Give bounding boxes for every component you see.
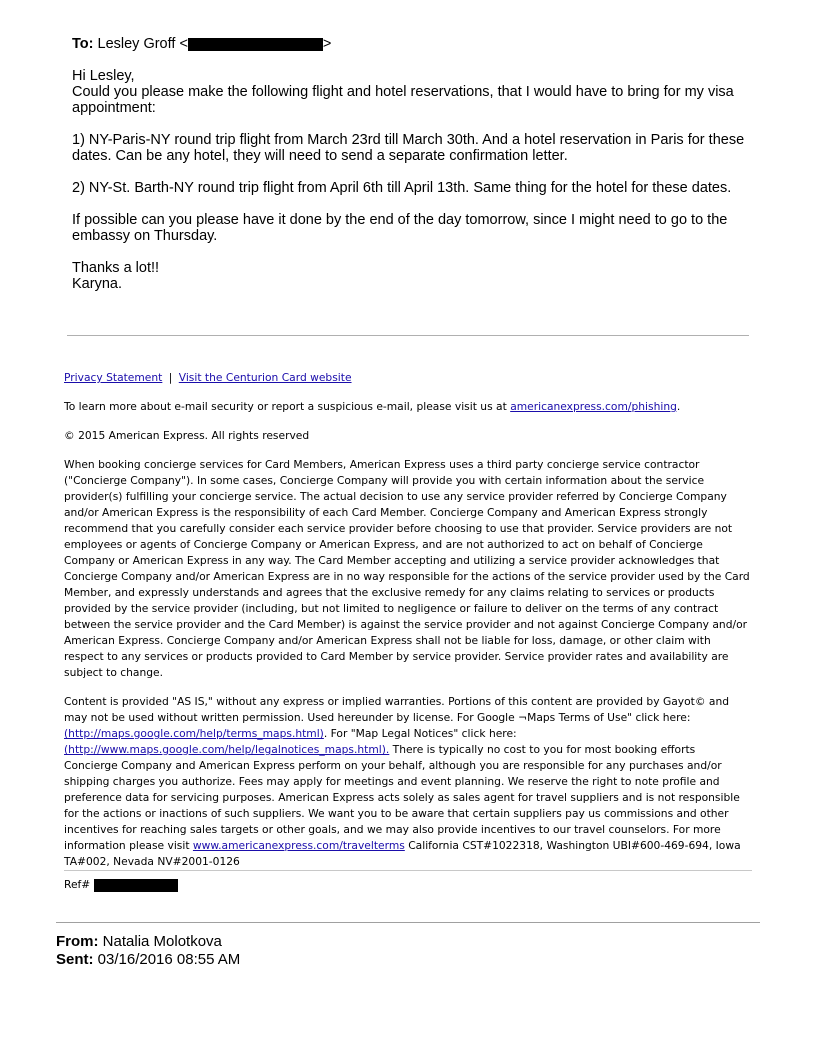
from-line	[56, 933, 240, 951]
copyright: © 2015 American Express. All rights reserved	[64, 429, 310, 442]
to-name: Lesley Groff <	[97, 36, 188, 52]
redacted-ref-number	[94, 879, 178, 892]
request-text: If possible can you please have it done by the end of the day tomorrow, since I might need to go to the embassy on Thursday.	[72, 212, 728, 244]
to-label: To:	[72, 36, 94, 52]
travelterms-link[interactable]: www.americanexpress.com/travelterms	[192, 839, 405, 852]
to-line	[72, 36, 752, 52]
signoff-block	[72, 260, 752, 292]
redacted-email-address	[188, 38, 323, 51]
arrow-glyph: ¬	[518, 711, 528, 724]
content-disclaimer	[64, 694, 752, 870]
greeting-block	[72, 68, 752, 116]
security-paragraph	[64, 399, 752, 415]
content-text-5: California CST#1022318, Washington UBI#600-469-694, Iowa TA#002, Nevada NV#2001-0126	[64, 839, 741, 868]
from-value: Natalia Molotkova	[102, 933, 222, 950]
sent-line	[56, 951, 240, 969]
maps-terms-link[interactable]: (http://maps.google.com/help/terms_maps.html)	[64, 727, 324, 740]
period: .	[676, 400, 681, 413]
to-close: >	[322, 36, 332, 52]
privacy-statement-link[interactable]: Privacy Statement	[64, 371, 163, 384]
content-text-4: There is typically no cost to you for most booking efforts Concierge Company and American Express perform on your behalf, although you are responsible for any purchases and/or shipping charges you authorize. Fees may apply for meetings and event planning. We reserve the right to note profile and preference data for servicing purposes. American Express acts solely as sales agent for travel suppliers and is not responsible for the actions or inactions of such suppliers. We want you to be aware that certain suppliers pay us commissions and other incentives for reaching sales targets or other goals, and we may also provide incentives to our travel counselors. For more information please visit	[64, 743, 740, 852]
maps-legal-link[interactable]: (http://www.maps.google.com/help/legalnotices_maps.html).	[64, 743, 390, 756]
message-divider	[56, 922, 760, 923]
greeting: Hi Lesley,	[72, 68, 135, 84]
content-text-3: . For "Map Legal Notices" click here:	[323, 727, 517, 740]
footer-links	[64, 370, 752, 386]
content-text-1: Content is provided "AS IS," without any express or implied warranties. Portions of this content are provided by Gayot© and may not be used without written permission. Used hereunder by license. For Google	[64, 695, 730, 724]
item-2: 2) NY-St. Barth-NY round trip flight from April 6th till April 13th. Same thing for the hotel for these dates.	[72, 180, 732, 196]
sent-label: Sent:	[56, 951, 94, 968]
phishing-link[interactable]: americanexpress.com/phishing	[510, 400, 677, 413]
divider	[67, 335, 749, 336]
previous-message-header	[56, 933, 240, 969]
footer-divider	[64, 870, 752, 871]
signature: Karyna.	[72, 276, 122, 292]
thanks-text: Thanks a lot!!	[72, 260, 160, 276]
ref-label: Ref#	[64, 878, 91, 891]
ref-line	[64, 877, 178, 893]
link-separator: |	[168, 371, 173, 384]
item-1: 1) NY-Paris-NY round trip flight from March 23rd till March 30th. And a hotel reservation in Paris for these dates. Can be any hotel, they will need to send a separate confirmation letter.	[72, 132, 745, 164]
concierge-disclaimer: When booking concierge services for Card Members, American Express uses a third party concierge service contractor ("Concierge Company"). In some cases, Concierge Company will provide you with certain information about the service provider(s) fulfilling your concierge service. The actual decision to use any service provider referred by Concierge Company and/or American Express is the responsibility of each Card Member. Concierge Company and American Express strongly recommend that you carefully consider each service provider before choosing to use that provider. Service providers are not employees or agents of Concierge Company or American Express, and are not authorized to act on behalf of Concierge Company or American Express in any way. The Card Member accepting and utilizing a service provider acknowledges that Concierge Company and/or American Express are in no way responsible for the actions of the service provider used by the Card Member, and expressly understands and agrees that the exclusive remedy for any claims relating to services or products provided by the service provider (including, but not limited to negligence or failure to deliver on the terms of any contract between the service provider and the Card Member) is against the service provider and not against Concierge Company and/or American Express. Concierge Company and/or American Express shall not be liable for loss, damage, or other claim with respect to any services or products provided to Card Member by service provider. Service provider rates and availability are subject to change.	[64, 458, 750, 679]
centurion-card-link[interactable]: Visit the Centurion Card website	[178, 371, 352, 384]
sent-value: 03/16/2016 08:55 AM	[97, 951, 241, 968]
email-body	[72, 36, 752, 308]
from-label: From:	[56, 933, 99, 950]
content-text-2: Maps Terms of Use" click here:	[527, 711, 691, 724]
amex-footer	[64, 370, 752, 883]
intro-text: Could you please make the following flight and hotel reservations, that I would have to bring for my visa appointment:	[72, 84, 734, 116]
security-text: To learn more about e-mail security or report a suspicious e-mail, please visit us at	[64, 400, 507, 413]
